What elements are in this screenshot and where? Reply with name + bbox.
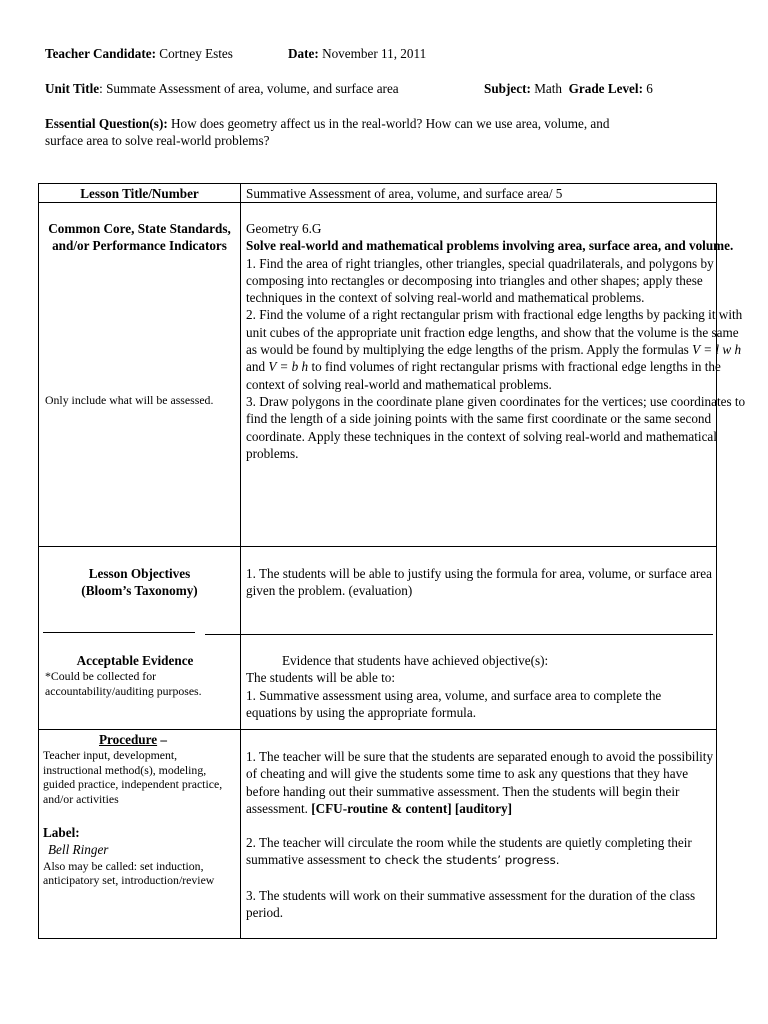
standards-content-cell xyxy=(246,220,752,462)
essential-question-text-1: How does geometry affect us in the real-world? How can we use area, volume, and xyxy=(171,116,610,131)
unit-title-line xyxy=(45,80,399,97)
lesson-title-value-cell xyxy=(246,185,712,202)
essential-question-line-2 xyxy=(45,132,269,149)
date-label: Date: xyxy=(288,46,319,61)
procedure-content-cell xyxy=(246,748,714,921)
objectives-content-cell xyxy=(246,565,712,600)
essential-question-text-2: surface area to solve real-world problems? xyxy=(45,133,270,148)
procedure-step-2 xyxy=(246,834,714,870)
procedure-step-1 xyxy=(246,748,714,817)
standard-item-1: 1. Find the area of right triangles, other triangles, special quadrilaterals, and polygons by composing into rectangles or decomposing into triangles and other shapes; apply these techniques in the context of solving real-world and mathematical problems. xyxy=(246,255,714,306)
procedure-label-2: Label: xyxy=(43,824,80,840)
procedure-step-1-tags: [CFU-routine & content] [auditory] xyxy=(311,800,513,816)
objectives-label: Lesson Objectives xyxy=(88,566,191,581)
teacher-label: Teacher Candidate: xyxy=(45,46,156,61)
standards-title: Geometry 6.G xyxy=(246,221,322,236)
date-value: November 11, 2011 xyxy=(322,46,427,61)
column-divider xyxy=(240,184,241,938)
evidence-note: *Could be collected for accountability/auditing purposes. xyxy=(45,669,202,698)
lesson-title-value: Summative Assessment of area, volume, and surface area/ 5 xyxy=(246,186,563,201)
evidence-label-cell xyxy=(45,652,237,698)
subject-label: Subject: xyxy=(484,81,531,96)
objectives-rule-right xyxy=(205,634,713,635)
standards-note: Only include what will be assessed. xyxy=(45,393,214,407)
unit-value: : Summate Assessment of area, volume, and surface area xyxy=(99,81,399,96)
standard-item-2-part-2: to find volumes of right rectangular prisms with fractional edge lengths in the context of solving real-world and mathematical problems. xyxy=(246,359,721,392)
essential-question-line-1 xyxy=(45,115,609,132)
evidence-label: Acceptable Evidence xyxy=(76,653,194,668)
procedure-note: Teacher input, development, instructional method(s), modeling, guided practice, independent practice, and/or activities xyxy=(43,748,223,806)
bell-ringer: Bell Ringer xyxy=(48,842,109,858)
teacher-name: Cortney Estes xyxy=(159,46,233,61)
procedure-step-2-text: 2. The teacher will circulate the room while the students are quietly completing their summative assessment xyxy=(246,835,692,868)
standard-item-2-part-1: 2. Find the volume of a right rectangular prism with fractional edge lengths by packing it with unit cubes of the appropriate unit fraction edge lengths, and show that the volume is the same as would be found by multiplying the edge lengths of the prism. Apply the formulas xyxy=(246,307,743,358)
evidence-intro: Evidence that students have achieved objective(s): xyxy=(282,653,549,668)
subject-value: Math xyxy=(534,81,563,96)
standards-label-cell xyxy=(43,220,236,255)
lesson-title-label: Lesson Title/Number xyxy=(80,186,199,201)
lesson-title-label-cell xyxy=(39,185,240,202)
procedure-step-2-tail: to check the students’ progress. xyxy=(369,853,560,868)
grade-value: 6 xyxy=(646,81,653,96)
procedure-dash: – xyxy=(157,732,167,747)
standards-heading: Solve real-world and mathematical problems involving area, surface area, and volume. xyxy=(246,238,734,254)
unit-label: Unit Title xyxy=(45,81,100,96)
header-line-1 xyxy=(45,45,233,62)
objectives-sublabel: (Bloom’s Taxonomy) xyxy=(81,583,198,599)
essential-question-label: Essential Question(s): xyxy=(45,116,168,131)
objective-text: 1. The students will be able to justify using the formula for area, volume, or surface area given the problem. (evaluation) xyxy=(246,566,712,599)
procedure-aka: Also may be called: set induction, anticipatory set, introduction/review xyxy=(43,858,215,887)
standard-item-2 xyxy=(246,306,752,392)
objectives-rule-left xyxy=(43,632,195,633)
standards-label: Common Core, State Standards, and/or Performance Indicators xyxy=(48,221,231,254)
lesson-plan-table xyxy=(38,183,746,939)
procedure-label-cell xyxy=(43,731,237,887)
procedure-step-3: 3. The students will work on their summative assessment for the duration of the class period. xyxy=(246,887,696,921)
evidence-item-1: 1. Summative assessment using area, volume, and surface area to complete the equations by using the appropriate formula. xyxy=(246,687,662,720)
evidence-line-2: The students will be able to: xyxy=(246,670,396,686)
grade-label: Grade Level: xyxy=(568,81,643,96)
subject-line xyxy=(484,80,653,97)
formula-volume-bh: V = b h xyxy=(268,359,309,375)
objectives-label-cell xyxy=(43,565,236,600)
row-divider-3 xyxy=(39,729,716,730)
formula-volume-lwh: V = l w h xyxy=(692,342,742,358)
procedure-label: Procedure xyxy=(99,732,158,747)
procedure-step-1-text: 1. The teacher will be sure that the students are separated enough to avoid the possibility of cheating and will give the students some time to ask any questions that they have before handing out their summative assessment. Then the students will begin their assessment. xyxy=(246,749,714,816)
row-divider-2 xyxy=(39,546,716,547)
date-line xyxy=(288,45,426,62)
standards-note-cell xyxy=(45,393,235,407)
and-word: and xyxy=(246,359,269,375)
standard-item-3: 3. Draw polygons in the coordinate plane given coordinates for the vertices; use coordinates to find the length of a side joining points with the same first coordinate or the same second coordinate. Apply these techniques in the context of solving real-world and mathematical problems. xyxy=(246,393,746,461)
evidence-content-cell xyxy=(246,652,712,721)
